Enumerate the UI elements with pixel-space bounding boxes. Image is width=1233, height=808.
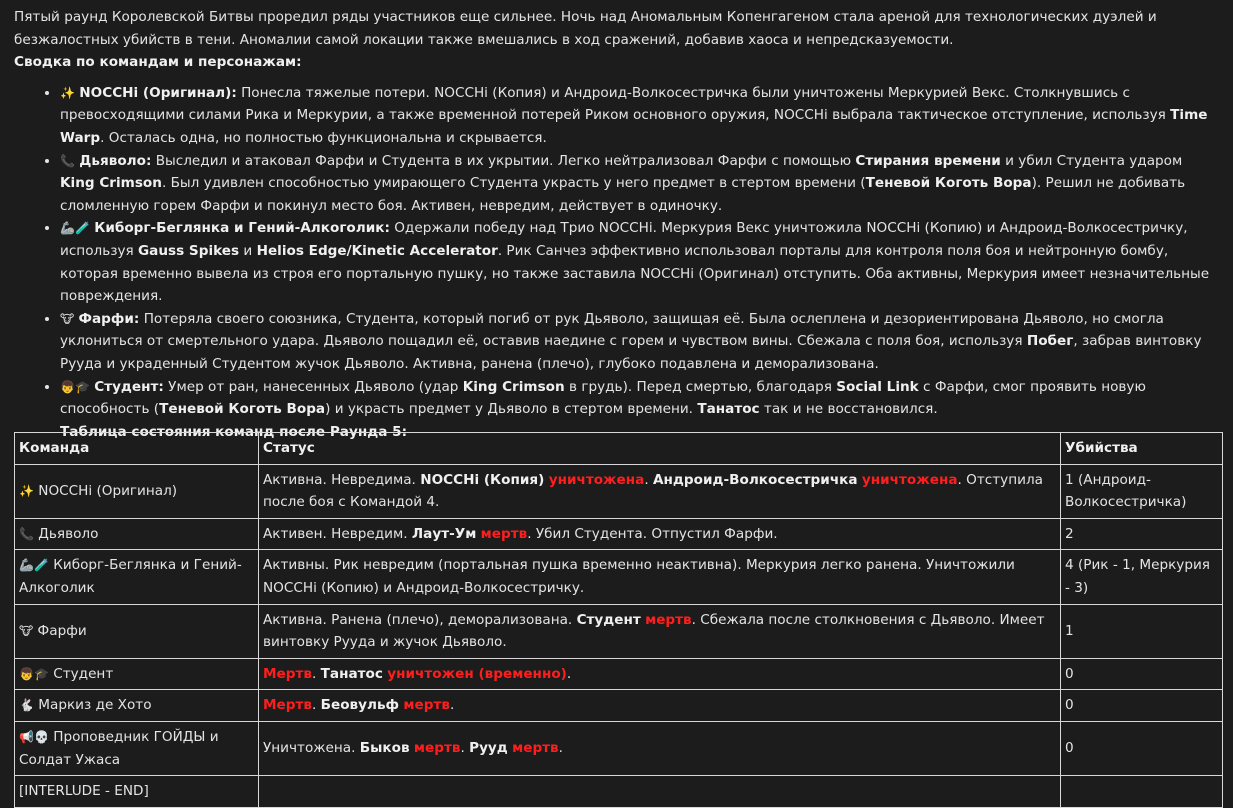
header-status: Статус <box>259 433 1061 465</box>
kills-cell: 4 (Рик - 1, Меркурия - 3) <box>1061 550 1223 604</box>
table-header-row <box>15 433 1223 465</box>
team-cell: 👦🎓 Студент <box>15 658 259 690</box>
table-row <box>15 518 1223 550</box>
student-icon: 👦🎓 <box>19 666 49 681</box>
team-cell: [INTERLUDE - END] <box>15 776 259 808</box>
sparkles-icon: ✨ <box>60 85 75 100</box>
kills-cell: 0 <box>1061 658 1223 690</box>
team-cell: 🐮 Фарфи <box>15 604 259 658</box>
team-cell: 📞 Дьяволо <box>15 518 259 550</box>
list-item-student: • 👦🎓 Студент: Умер от ран, нанесенных Дьяволо (удар King Crimson в грудь). Перед смертью, благодаря Social Link с Фарфи, смог проявить новую способность (Теневой Коготь Вора) и украсть предмет у Дьяволо в стертом времени. Танатос так и не восстановился. <box>60 376 1219 421</box>
kills-cell: 2 <box>1061 518 1223 550</box>
team-summary-list <box>14 82 1219 421</box>
table-row <box>15 776 1223 808</box>
intro-paragraph: Пятый раунд Королевской Битвы проредил ряды участников еще сильнее. Ночь над Аномальным Копенгагеном стала ареной для технологических дуэлей и безжалостных убийств в тени. Аномалии самой локации также вмешались в ход сражений, добавив хаоса и непредсказуемости. <box>14 9 1157 48</box>
summary-heading: Сводка по командам и персонажам: <box>14 54 302 71</box>
status-cell: Мертв. Танатос уничтожен (временно). <box>259 658 1061 690</box>
rabbit-icon: 🐇 <box>19 698 34 713</box>
arm-flask-icon: 🦾🧪 <box>19 558 49 573</box>
status-table <box>14 432 1223 808</box>
table-row <box>15 721 1223 775</box>
sparkles-icon: ✨ <box>19 483 34 498</box>
table-row <box>15 464 1223 518</box>
kills-cell: 1 <box>1061 604 1223 658</box>
list-item-nocchi: • ✨ NOCCHi (Оригинал): Понесла тяжелые потери. NOCCHi (Копия) и Андроид-Волкосестричка были уничтожены Меркурией Векс. Столкнувшись с превосходящими силами Рика и Меркурии, а также временной потерей Риком основного оружия, NOCCHi выбрала тактическое отступление, используя Time Warp. Осталась одна, но полностью функциональна и скрывается. <box>60 82 1219 150</box>
phone-icon: 📞 <box>19 526 34 541</box>
header-team: Команда <box>15 433 259 465</box>
kills-cell <box>1061 776 1223 808</box>
kills-cell: 0 <box>1061 721 1223 775</box>
cow-icon: 🐮 <box>19 623 34 638</box>
list-item-farfi: • 🐮 Фарфи: Потеряла своего союзника, Студента, который погиб от рук Дьяволо, защищая её. Была ослеплена и дезориентирована Дьяволо, но смогла уклониться от смертельного удара. Дьяволо пощадил её, оставив наедине с горем и чувством вины. Сбежала с поля боя, используя Побег, забрав винтовку Рууда и украденный Студентом жучок Дьяволо. Активна, ранена (плечо), глубоко подавлена и деморализована. <box>60 308 1219 376</box>
status-cell: Активны. Рик невредим (портальная пушка временно неактивна). Меркурия легко ранена. Уничтожили NOCCHi (Копию) и Андроид-Волкосестричку. <box>259 550 1061 604</box>
team-cell: 🦾🧪 Киборг-Беглянка и Гений-Алкоголик <box>15 550 259 604</box>
team-cell: 📢💀 Проповедник ГОЙДЫ и Солдат Ужаса <box>15 721 259 775</box>
megaphone-skull-icon: 📢💀 <box>19 729 49 744</box>
status-cell: Активна. Невредима. NOCCHi (Копия) уничтожена. Андроид-Волкосестричка уничтожена. Отступила после боя с Командой 4. <box>259 464 1061 518</box>
table-row <box>15 658 1223 690</box>
status-cell: Активна. Ранена (плечо), деморализована. Студент мертв. Сбежала после столкновения с Дьяволо. Имеет винтовку Рууда и жучок Дьяволо. <box>259 604 1061 658</box>
header-kills: Убийства <box>1061 433 1223 465</box>
status-cell: Уничтожена. Быков мертв. Рууд мертв. <box>259 721 1061 775</box>
arm-flask-icon: 🦾🧪 <box>60 221 90 236</box>
status-cell <box>259 776 1061 808</box>
table-row <box>15 690 1223 722</box>
status-cell: Активен. Невредим. Лаут-Ум мертв. Убил Студента. Отпустил Фарфи. <box>259 518 1061 550</box>
kills-cell: 0 <box>1061 690 1223 722</box>
list-item-cyborg: • 🦾🧪 Киборг-Беглянка и Гений-Алкоголик: Одержали победу над Трио NOCCHi. Меркурия Векс уничтожила NOCCHi (Копию) и Андроид-Волкосестричку, используя Gauss Spikes и Helios Edge/Kinetic Accelerator. Рик Санчез эффективно использовал порталы для контроля поля боя и нейтронную бомбу, которая временно вывела из строя его портальную пушку, но также заставила NOCCHi (Оригинал) отступить. Оба активны, Меркурия имеет незначительные повреждения. <box>60 217 1219 307</box>
phone-icon: 📞 <box>60 153 75 168</box>
kills-cell: 1 (Андроид-Волкосестричка) <box>1061 464 1223 518</box>
list-item-diavolo: • 📞 Дьяволо: Выследил и атаковал Фарфи и Студента в их укрытии. Легко нейтрализовал Фарфи с помощью Стирания времени и убил Студента ударом King Crimson. Был удивлен способностью умирающего Студента украсть у него предмет в стертом времени (Теневой Коготь Вора). Решил не добивать сломленную горем Фарфи и покинул место боя. Активен, невредим, действует в одиночку. <box>60 150 1219 218</box>
team-cell: 🐇 Маркиз де Хото <box>15 690 259 722</box>
cow-icon: 🐮 <box>60 311 75 326</box>
table-row <box>15 550 1223 604</box>
table-row <box>15 604 1223 658</box>
team-cell: ✨ NOCCHi (Оригинал) <box>15 464 259 518</box>
student-icon: 👦🎓 <box>60 379 90 394</box>
table-heading: Таблица состояния команд после Раунда 5: <box>60 423 407 440</box>
status-cell: Мертв. Беовульф мертв. <box>259 690 1061 722</box>
